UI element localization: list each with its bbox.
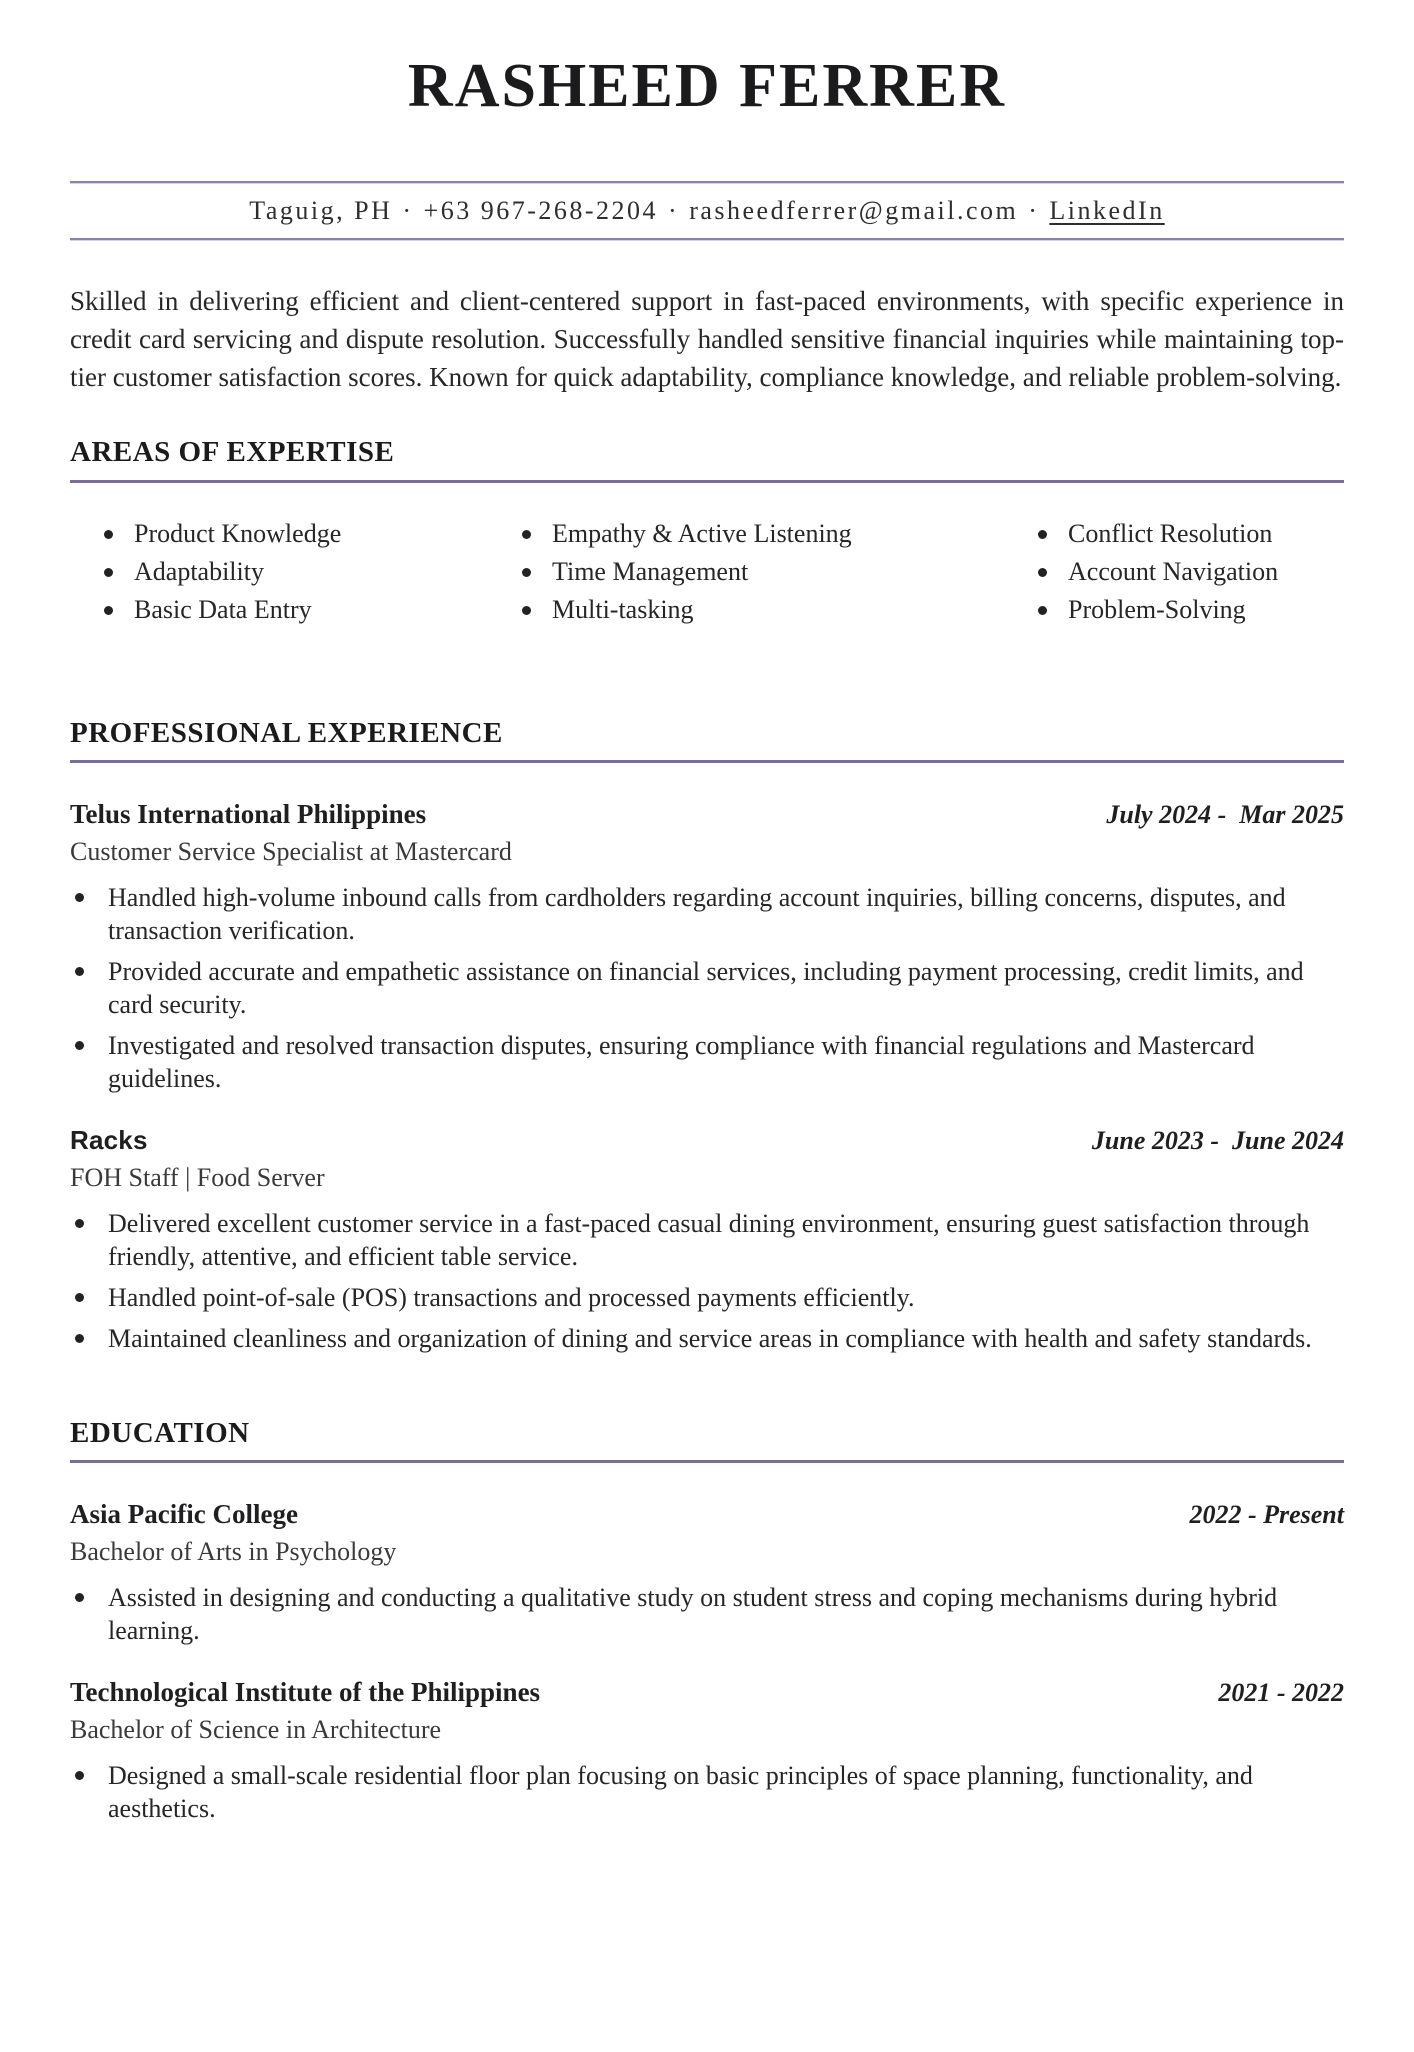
education-bullet: Designed a small-scale residential floor plan focusing on basic principles of space planning, functionality, and aesthetics. [70, 1759, 1344, 1825]
section-rule-expertise [70, 480, 1344, 483]
job-bullet: Handled high-volume inbound calls from cardholders regarding account inquiries, billing concerns, disputes, and transaction verification. [70, 881, 1344, 947]
section-title-experience: PROFESSIONAL EXPERIENCE [70, 716, 503, 749]
job-bullet: Delivered excellent customer service in a fast-paced casual dining environment, ensuring guest satisfaction through friendly, attentive, and efficient table service. [70, 1207, 1344, 1273]
education-bullets [70, 1759, 1344, 1825]
job-bullet: Provided accurate and empathetic assistance on financial services, including payment processing, credit limits, and card security. [70, 955, 1344, 1021]
job-bullet: Handled point-of-sale (POS) transactions and processed payments efficiently. [70, 1281, 1344, 1314]
section-title-expertise: AREAS OF EXPERTISE [70, 436, 395, 469]
section-rule-experience [70, 760, 1344, 763]
contact-separator: · [668, 196, 680, 226]
school-name: Asia Pacific College [70, 1499, 298, 1530]
job-bullets [70, 881, 1344, 1095]
skill-item: Multi-tasking [518, 591, 1034, 629]
education-entry-header [70, 1499, 1344, 1530]
skill-item: Problem-Solving [1034, 591, 1344, 629]
education-entry-apc [70, 1499, 1344, 1647]
job-dates: July 2024 - Mar 2025 [1106, 800, 1344, 830]
contact-separator: · [1028, 196, 1040, 226]
job-role: FOH Staff | Food Server [70, 1163, 325, 1193]
section-title-education: EDUCATION [70, 1417, 250, 1450]
skill-item: Account Navigation [1034, 553, 1344, 591]
skill-item: Adaptability [100, 553, 518, 591]
degree-name: Bachelor of Science in Architecture [70, 1715, 442, 1745]
header-divider-bottom [70, 238, 1344, 240]
page-title: RASHEED FERRER [407, 52, 1007, 120]
company-name: Racks [70, 1125, 148, 1156]
section-rule-education [70, 1460, 1344, 1463]
skill-item: Time Management [518, 553, 1034, 591]
skill-item: Conflict Resolution [1034, 515, 1344, 553]
company-name: Telus International Philippines [70, 799, 427, 830]
contact-linkedin-link[interactable]: LinkedIn [1049, 196, 1165, 226]
skill-item: Basic Data Entry [100, 591, 518, 629]
job-entry-telus [70, 799, 1344, 1095]
education-dates: 2022 - Present [1189, 1500, 1344, 1530]
skills-column-1 [100, 515, 518, 629]
skills-column-3 [1034, 515, 1344, 629]
job-bullet: Maintained cleanliness and organization of dining and service areas in compliance with health and safety standards. [70, 1322, 1344, 1355]
contact-line [70, 183, 1344, 238]
job-bullets [70, 1207, 1344, 1355]
resume-page [0, 52, 1414, 2052]
education-dates: 2021 - 2022 [1218, 1678, 1344, 1708]
skills-column-2 [518, 515, 1034, 629]
education-entry-header [70, 1677, 1344, 1708]
job-entry-header [70, 799, 1344, 830]
skills-grid [70, 515, 1344, 629]
job-dates: June 2023 - June 2024 [1091, 1126, 1344, 1156]
contact-separator: · [402, 196, 414, 226]
summary-paragraph: Skilled in delivering efficient and client-centered support in fast-paced environments, with specific experience in credit card servicing and dispute resolution. Successfully handled sensitive financial inquiries while maintaining top-tier customer satisfaction scores. Known for quick adaptability, compliance knowledge, and reliable problem-solving. [70, 286, 1344, 393]
education-bullet: Assisted in designing and conducting a qualitative study on student stress and coping mechanisms during hybrid learning. [70, 1581, 1344, 1647]
education-entry-tip [70, 1677, 1344, 1825]
contact-phone: +63 967-268-2204 [423, 196, 659, 226]
degree-name: Bachelor of Arts in Psychology [70, 1537, 397, 1567]
job-entry-header [70, 1125, 1344, 1156]
contact-location: Taguig, PH [249, 196, 393, 226]
skill-item: Product Knowledge [100, 515, 518, 553]
job-role: Customer Service Specialist at Mastercard [70, 837, 512, 867]
skill-item: Empathy & Active Listening [518, 515, 1034, 553]
education-bullets [70, 1581, 1344, 1647]
job-entry-racks [70, 1125, 1344, 1355]
contact-email: rasheedferrer@gmail.com [689, 196, 1019, 226]
school-name: Technological Institute of the Philippines [70, 1677, 541, 1708]
job-bullet: Investigated and resolved transaction disputes, ensuring compliance with financial regulations and Mastercard guidelines. [70, 1029, 1344, 1095]
